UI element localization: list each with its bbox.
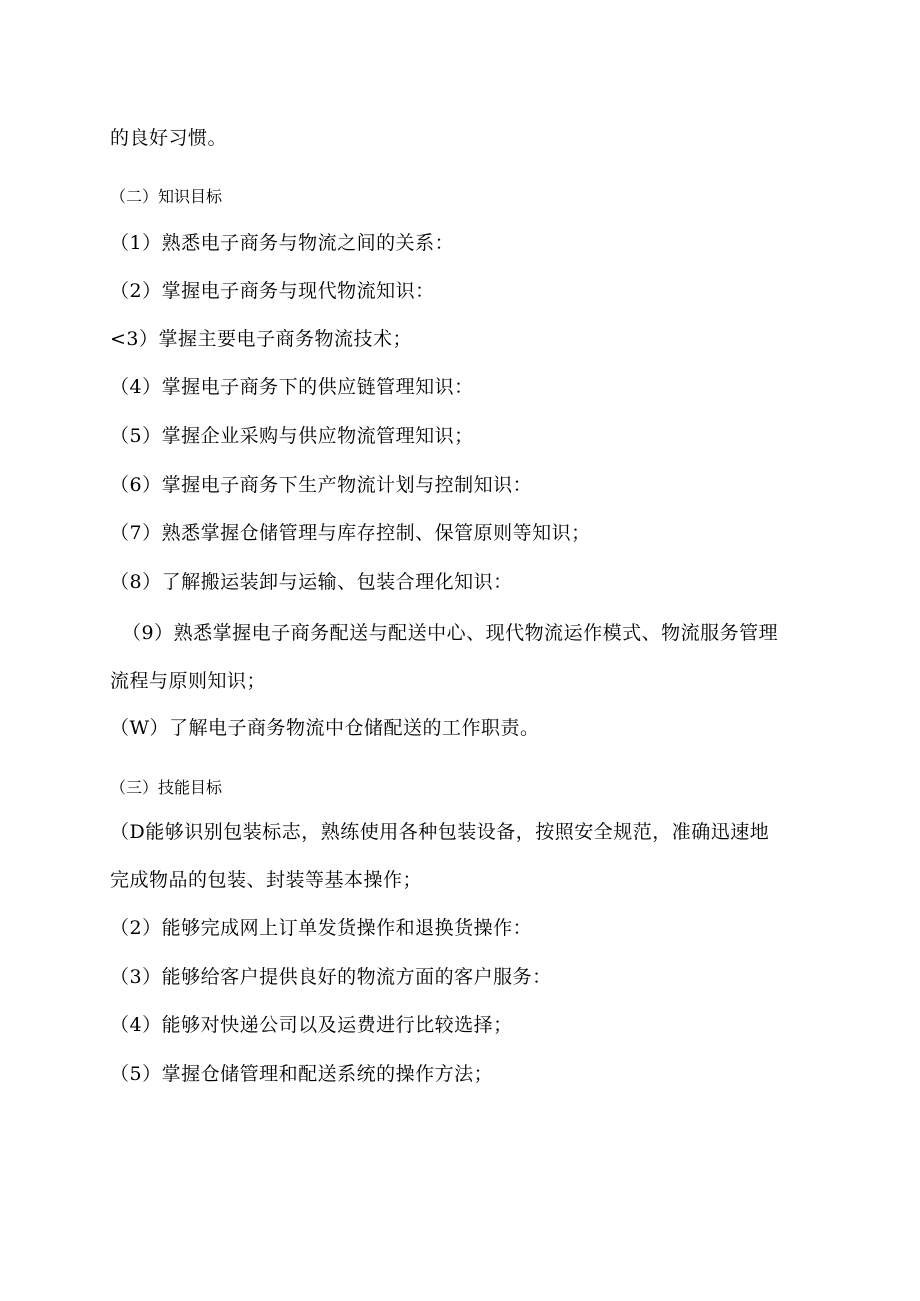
skill-item-4: （4）能够对快递公司以及运费进行比较选择； (110, 1014, 513, 1036)
knowledge-item-9: （9）熟悉掌握电子商务配送与配送中心、现代物流运作模式、物流服务管理 (122, 622, 779, 644)
skill-item-5: （5）掌握仓储管理和配送系统的操作方法； (110, 1063, 494, 1085)
skill-item-1: （D能够识别包装标志，熟练使用各种包装设备，按照安全规范，准确迅速地 (110, 821, 770, 843)
section-heading-skills: （三）技能目标 (110, 778, 223, 797)
knowledge-item-5: （5）掌握企业采购与供应物流管理知识； (110, 425, 474, 447)
knowledge-item-7: （7）熟悉掌握仓储管理与库存控制、保管原则等知识； (110, 522, 591, 544)
skill-item-2: （2）能够完成网上订单发货操作和退换货操作： (110, 917, 533, 939)
skill-item-3: （3）能够给客户提供良好的物流方面的客户服务： (110, 966, 552, 988)
knowledge-item-9-continuation: 流程与原则知识； (110, 670, 267, 692)
knowledge-item-1: （1）熟悉电子商务与物流之间的关系： (110, 232, 455, 254)
section-heading-knowledge: （二）知识目标 (110, 187, 223, 206)
knowledge-item-2: （2）掌握电子商务与现代物流知识： (110, 280, 435, 302)
paragraph-continuation: 的良好习惯。 (110, 127, 228, 149)
knowledge-item-10: （W）了解电子商务物流中仓储配送的工作职责。 (110, 717, 540, 739)
knowledge-item-4: （4）掌握电子商务下的供应链管理知识： (110, 376, 474, 398)
skill-item-1-continuation: 完成物品的包装、封装等基本操作； (110, 869, 423, 891)
knowledge-item-8: （8）了解搬运装卸与运输、包装合理化知识： (110, 571, 513, 593)
knowledge-item-6: （6）掌握电子商务下生产物流计划与控制知识： (110, 474, 533, 496)
knowledge-item-3: <3）掌握主要电子商务物流技术； (110, 328, 413, 350)
